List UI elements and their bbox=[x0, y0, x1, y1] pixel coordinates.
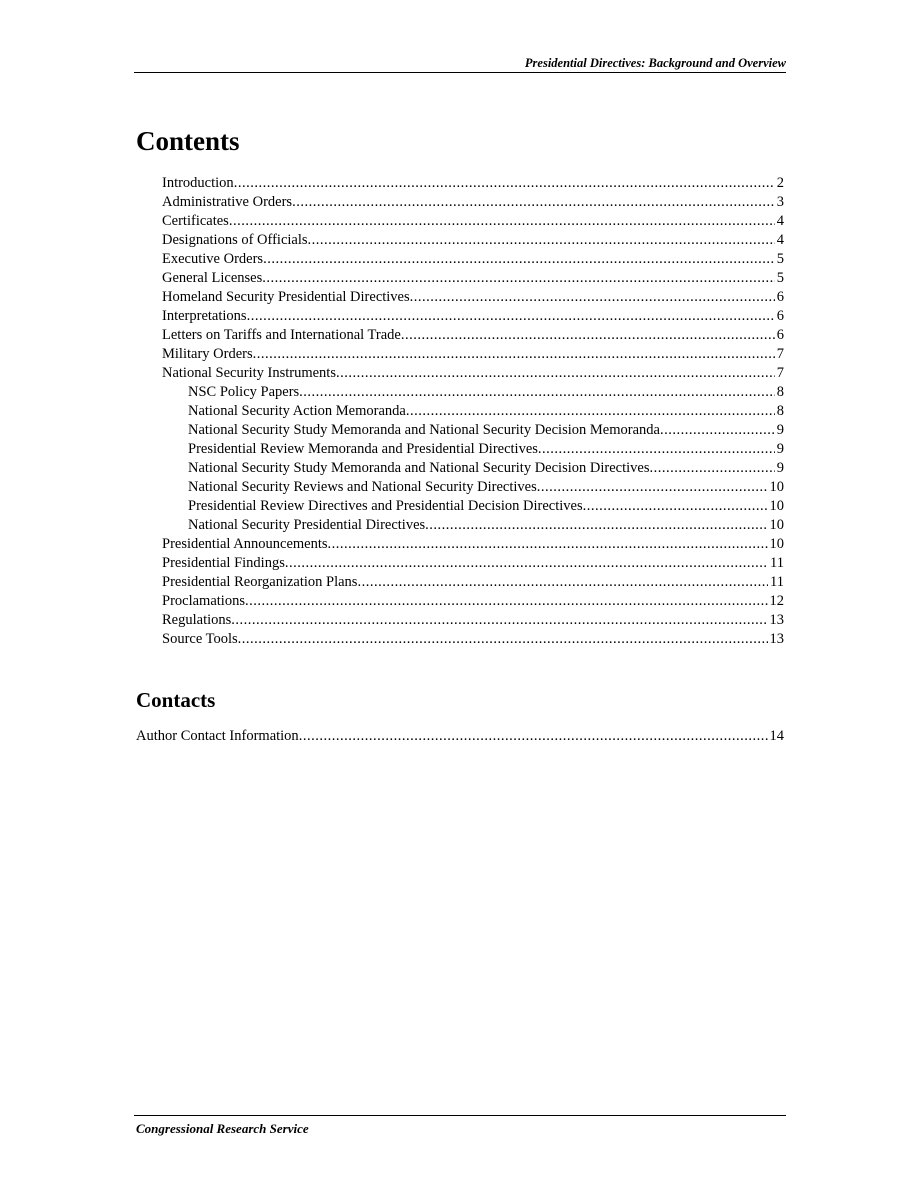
dot-leader bbox=[538, 440, 775, 459]
toc-page-number: 6 bbox=[776, 289, 784, 305]
toc-entry-title: Interpretations bbox=[162, 308, 247, 324]
toc-entry-interpretations[interactable] bbox=[162, 307, 784, 326]
running-footer: Congressional Research Service bbox=[136, 1121, 309, 1136]
dot-leader bbox=[401, 326, 775, 345]
dot-leader bbox=[253, 345, 775, 364]
toc-entry-title: Homeland Security Presidential Directives bbox=[162, 289, 410, 305]
toc-entry-nspd[interactable] bbox=[188, 516, 784, 535]
toc-entry-author-contact-information[interactable] bbox=[136, 727, 784, 746]
toc-page-number: 10 bbox=[769, 517, 784, 533]
dot-leader bbox=[649, 459, 774, 478]
toc-entry-homeland-security-presidential-directives[interactable] bbox=[162, 288, 784, 307]
toc-entry-title: Introduction bbox=[162, 175, 234, 191]
toc-entry-regulations[interactable] bbox=[162, 611, 784, 630]
toc-entry-title: Proclamations bbox=[162, 593, 245, 609]
dot-leader bbox=[285, 554, 768, 573]
dot-leader bbox=[262, 269, 775, 288]
dot-leader bbox=[299, 727, 768, 746]
toc-page-number: 6 bbox=[776, 327, 784, 343]
toc-entry-title: Designations of Officials bbox=[162, 232, 308, 248]
dot-leader bbox=[234, 174, 775, 193]
toc-page-number: 10 bbox=[769, 479, 784, 495]
toc-entry-national-security-instruments[interactable] bbox=[162, 364, 784, 383]
toc-entry-executive-orders[interactable] bbox=[162, 250, 784, 269]
toc-entry-general-licenses[interactable] bbox=[162, 269, 784, 288]
toc-entry-title: National Security Action Memoranda bbox=[188, 403, 406, 419]
toc-entry-introduction[interactable] bbox=[162, 174, 784, 193]
toc-page-number: 6 bbox=[776, 308, 784, 324]
dot-leader bbox=[299, 383, 775, 402]
toc-entry-title: National Security Instruments bbox=[162, 365, 336, 381]
dot-leader bbox=[425, 516, 767, 535]
dot-leader bbox=[328, 535, 768, 554]
contents-heading: Contents bbox=[136, 126, 240, 156]
toc-entry-title: Presidential Review Memoranda and Presidential Directives bbox=[188, 441, 538, 457]
dot-leader bbox=[231, 611, 767, 630]
toc-page-number: 8 bbox=[776, 384, 784, 400]
dot-leader bbox=[583, 497, 768, 516]
header-rule bbox=[134, 72, 786, 73]
toc-entry-presidential-findings[interactable] bbox=[162, 554, 784, 573]
toc-entry-proclamations[interactable] bbox=[162, 592, 784, 611]
toc-page-number: 13 bbox=[769, 612, 784, 628]
dot-leader bbox=[292, 193, 775, 212]
toc-entry-certificates[interactable] bbox=[162, 212, 784, 231]
toc-entry-title: National Security Reviews and National Security Directives bbox=[188, 479, 537, 495]
toc-entry-nsc-policy-papers[interactable] bbox=[188, 383, 784, 402]
dot-leader bbox=[238, 630, 768, 649]
toc-page-number: 10 bbox=[769, 536, 784, 552]
toc-entry-title: Presidential Reorganization Plans bbox=[162, 574, 358, 590]
toc-page-number: 7 bbox=[776, 346, 784, 362]
toc-page-number: 9 bbox=[776, 422, 784, 438]
toc-entry-title: Letters on Tariffs and International Trade bbox=[162, 327, 401, 343]
running-header: Presidential Directives: Background and Overview bbox=[524, 56, 786, 70]
dot-leader bbox=[229, 212, 775, 231]
toc-entry-title: National Security Study Memoranda and National Security Decision Directives bbox=[188, 460, 650, 476]
toc-entry-title: Presidential Review Directives and Presidential Decision Directives bbox=[188, 498, 583, 514]
toc-entry-nssm-nsdm[interactable] bbox=[188, 421, 784, 440]
toc-page-number: 5 bbox=[776, 270, 784, 286]
toc-page-number: 4 bbox=[776, 213, 784, 229]
toc-entry-designations-of-officials[interactable] bbox=[162, 231, 784, 250]
toc-page-number: 11 bbox=[770, 574, 784, 590]
dot-leader bbox=[410, 288, 775, 307]
toc-entry-title: Administrative Orders bbox=[162, 194, 293, 210]
toc-entry-title: National Security Study Memoranda and National Security Decision Memoranda bbox=[188, 422, 660, 438]
toc-entry-prm-pd[interactable] bbox=[188, 440, 784, 459]
toc-page-number: 12 bbox=[769, 593, 784, 609]
contacts-list bbox=[0, 727, 920, 746]
toc-page-number: 8 bbox=[776, 403, 784, 419]
toc-entry-title: Military Orders bbox=[162, 346, 253, 362]
toc-entry-title: Presidential Findings bbox=[162, 555, 285, 571]
toc-entry-administrative-orders[interactable] bbox=[162, 193, 784, 212]
toc-entry-title: General Licenses bbox=[162, 270, 263, 286]
toc-entry-prd-pdd[interactable] bbox=[188, 497, 784, 516]
toc-entry-title: National Security Presidential Directives bbox=[188, 517, 426, 533]
contents-list bbox=[0, 174, 920, 649]
toc-page-number: 5 bbox=[776, 251, 784, 267]
toc-entry-title: Executive Orders bbox=[162, 251, 264, 267]
toc-entry-nsr-nsd[interactable] bbox=[188, 478, 784, 497]
toc-entry-title: NSC Policy Papers bbox=[188, 384, 300, 400]
toc-page-number: 7 bbox=[776, 365, 784, 381]
toc-entry-title: Presidential Announcements bbox=[162, 536, 328, 552]
toc-page-number: 9 bbox=[776, 460, 784, 476]
dot-leader bbox=[660, 421, 775, 440]
toc-page-number: 10 bbox=[769, 498, 784, 514]
toc-entry-presidential-reorganization-plans[interactable] bbox=[162, 573, 784, 592]
toc-entry-letters-on-tariffs[interactable] bbox=[162, 326, 784, 345]
toc-entry-nsam[interactable] bbox=[188, 402, 784, 421]
toc-page-number: 9 bbox=[776, 441, 784, 457]
toc-entry-nssm-nsdd[interactable] bbox=[188, 459, 784, 478]
toc-entry-title: Source Tools bbox=[162, 631, 238, 647]
toc-page-number: 4 bbox=[776, 232, 784, 248]
dot-leader bbox=[336, 364, 775, 383]
footer-rule bbox=[134, 1115, 786, 1116]
dot-leader bbox=[263, 250, 775, 269]
toc-page-number: 11 bbox=[770, 555, 784, 571]
toc-entry-source-tools[interactable] bbox=[162, 630, 784, 649]
toc-page-number: 14 bbox=[769, 728, 784, 744]
dot-leader bbox=[308, 231, 775, 250]
toc-page-number: 3 bbox=[776, 194, 784, 210]
toc-entry-title: Author Contact Information bbox=[136, 728, 299, 744]
toc-page-number: 2 bbox=[776, 175, 784, 191]
dot-leader bbox=[245, 592, 768, 611]
contacts-heading: Contacts bbox=[136, 688, 216, 712]
dot-leader bbox=[406, 402, 775, 421]
toc-entry-title: Certificates bbox=[162, 213, 229, 229]
dot-leader bbox=[537, 478, 768, 497]
toc-entry-title: Regulations bbox=[162, 612, 232, 628]
dot-leader bbox=[357, 573, 768, 592]
toc-entry-presidential-announcements[interactable] bbox=[162, 535, 784, 554]
toc-entry-military-orders[interactable] bbox=[162, 345, 784, 364]
dot-leader bbox=[247, 307, 775, 326]
toc-page-number: 13 bbox=[769, 631, 784, 647]
